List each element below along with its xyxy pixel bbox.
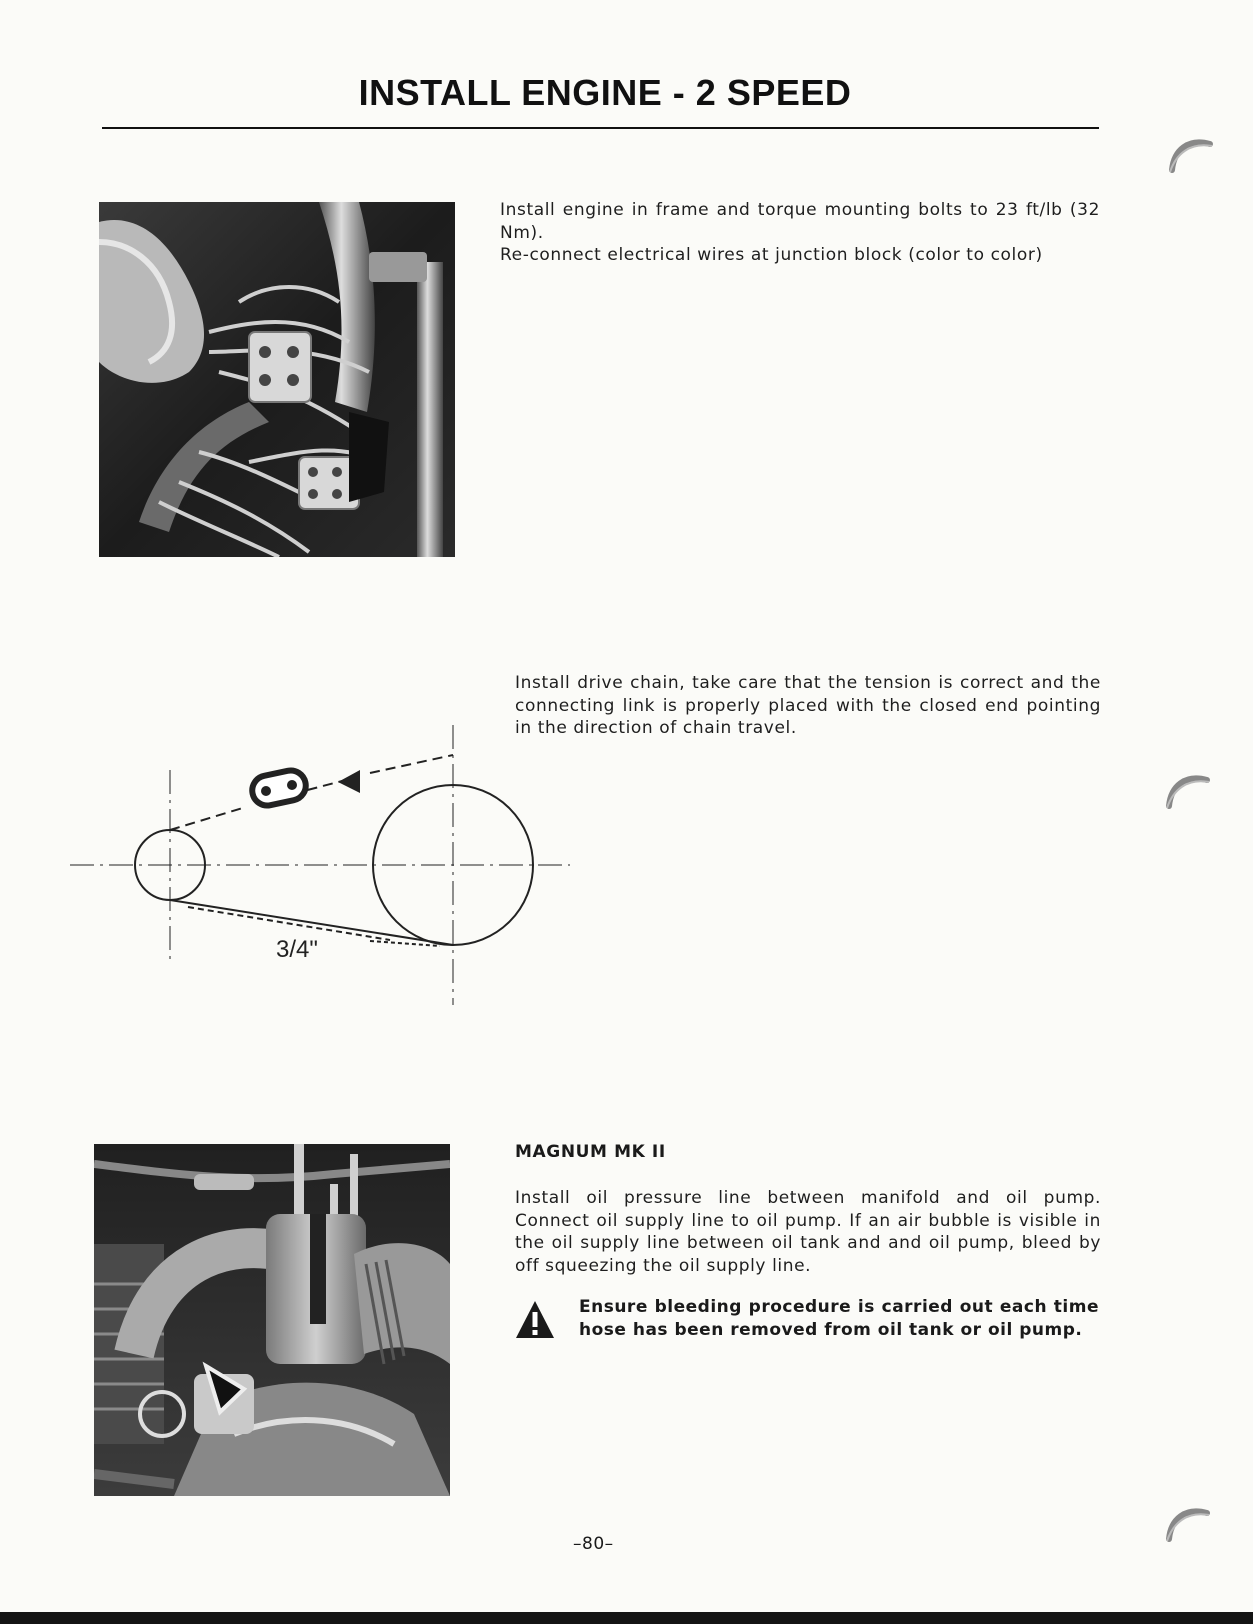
warning-icon: [515, 1300, 555, 1340]
binder-hole-mark-middle: [1163, 766, 1215, 812]
title-rule: [102, 127, 1099, 129]
section1-line1: Install engine in frame and torque mounting bolts to 23 ft/lb (32 Nm).: [500, 200, 1100, 243]
section1-line2: Re-connect electrical wires at junction block (color to color): [500, 245, 1043, 265]
warning-note: [515, 1296, 1101, 1348]
chain-slack-label: 3/4": [276, 936, 318, 963]
page-title: INSTALL ENGINE - 2 SPEED: [358, 72, 852, 113]
warning-text: Ensure bleeding procedure is carried out each time hose has been removed from oil tank or oil pump.: [579, 1297, 1099, 1340]
junction-block-photo: [99, 202, 455, 557]
binder-hole-mark-top: [1166, 130, 1218, 176]
scan-bottom-edge: [0, 1612, 1253, 1624]
section3-heading: MAGNUM MK II: [515, 1142, 666, 1162]
section3-text: Install oil pressure line between manifold and oil pump. Connect oil supply line to oil pump. If an air bubble is visible in the oil supply line between oil tank and and oil pump, bleed by off squeezing the oil supply line.: [515, 1188, 1101, 1276]
section1-text: [500, 199, 1100, 267]
binder-hole-mark-bottom: [1163, 1499, 1215, 1545]
page-number: –80–: [573, 1534, 614, 1554]
drive-chain-diagram: [70, 725, 590, 1005]
section2-text: Install drive chain, take care that the tension is correct and the connecting link is properly placed with the closed end pointing in the direction of chain travel.: [515, 673, 1101, 738]
oil-pump-photo: [94, 1144, 450, 1496]
